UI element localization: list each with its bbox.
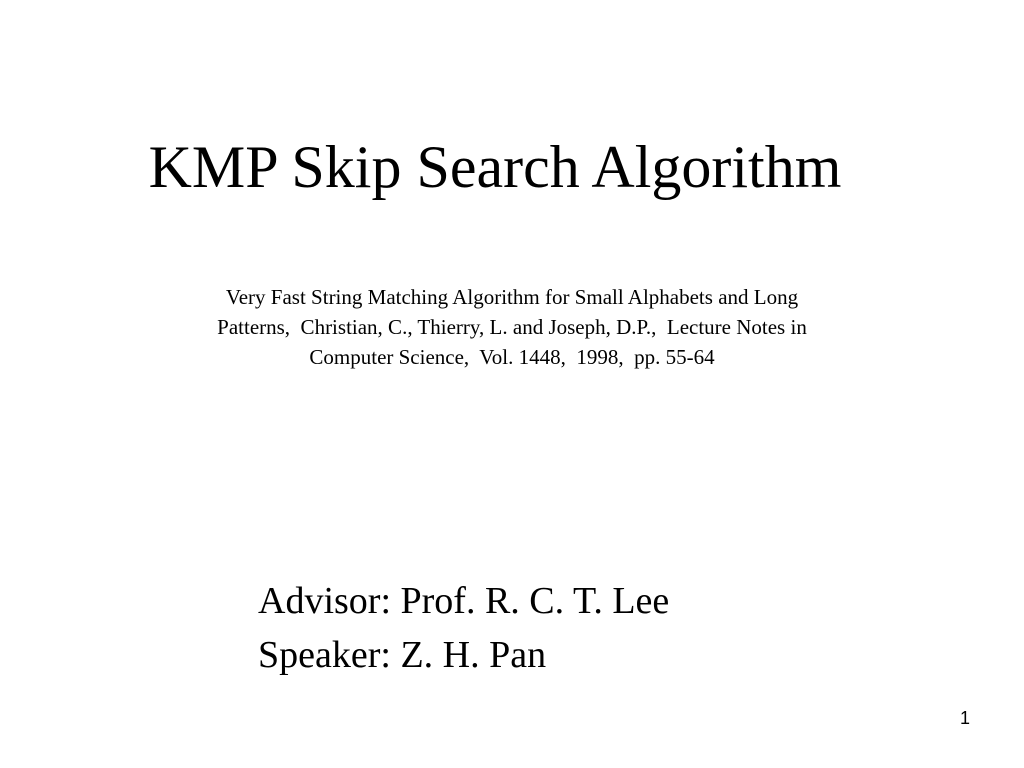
reference-line-2: Patterns, Christian, C., Thierry, L. and Joseph, D.P., Lecture Notes in xyxy=(217,315,807,339)
paper-reference xyxy=(130,282,894,372)
speaker-line: Speaker: Z. H. Pan xyxy=(258,634,547,676)
slide-page-number: 1 xyxy=(959,708,970,728)
reference-line-1: Very Fast String Matching Algorithm for Small Alphabets and Long xyxy=(225,285,799,309)
reference-line-3: Computer Science, Vol. 1448, 1998, pp. 55-64 xyxy=(309,345,715,369)
slide-title: KMP Skip Search Algorithm xyxy=(148,134,842,200)
advisor-line: Advisor: Prof. R. C. T. Lee xyxy=(258,580,670,622)
presenter-credits xyxy=(258,574,858,682)
